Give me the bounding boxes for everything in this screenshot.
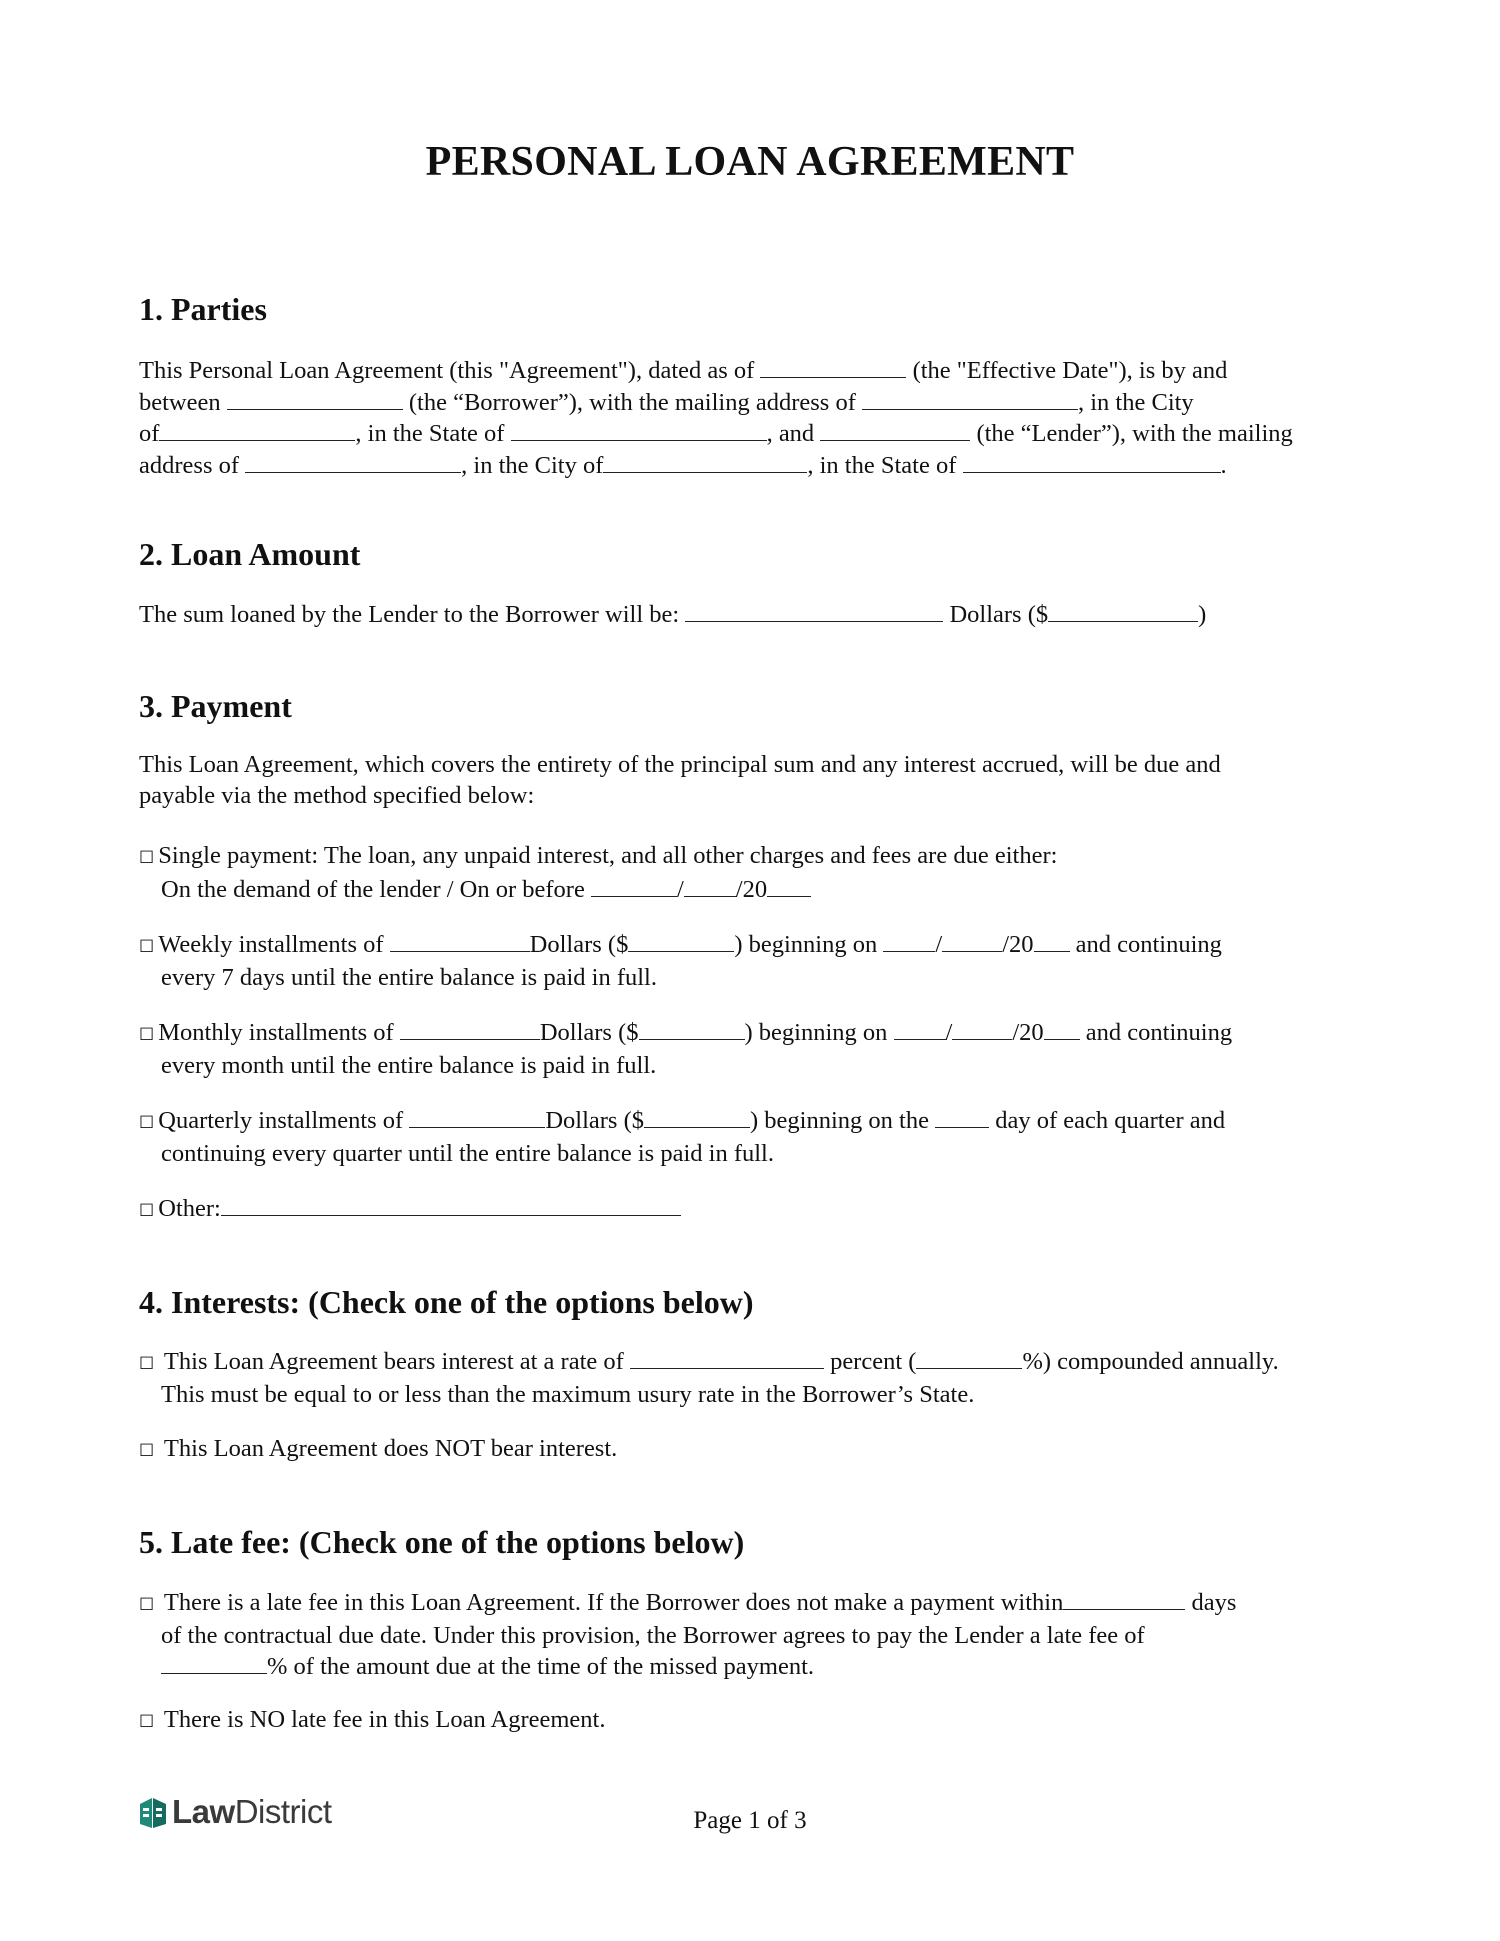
text: and continuing bbox=[1069, 931, 1222, 958]
text: continuing every quarter until the entire balance is paid in full. bbox=[161, 1139, 774, 1167]
due-month-blank[interactable] bbox=[591, 874, 677, 897]
late-fee-days-blank[interactable] bbox=[1063, 1587, 1185, 1610]
text: This Loan Agreement bears interest at a rate of bbox=[158, 1348, 630, 1375]
due-day-blank[interactable] bbox=[684, 874, 736, 897]
quarterly-amount-words-blank[interactable] bbox=[409, 1105, 545, 1128]
text: days bbox=[1185, 1589, 1237, 1616]
weekly-start-month-blank[interactable] bbox=[883, 929, 935, 952]
checkbox-no-interest[interactable]: ☐ bbox=[139, 1441, 155, 1461]
text: , and bbox=[766, 420, 821, 447]
interest-option-none bbox=[139, 1434, 1369, 1467]
parties-paragraph bbox=[139, 355, 1369, 481]
monthly-start-month-blank[interactable] bbox=[894, 1017, 946, 1040]
section-heading-parties: 1. Parties bbox=[139, 291, 267, 327]
text: Other: bbox=[158, 1195, 221, 1222]
text: On the demand of the lender / On or before bbox=[161, 875, 591, 903]
text: and continuing bbox=[1079, 1019, 1233, 1046]
text: /20 bbox=[1002, 931, 1034, 958]
interest-rate-number-blank[interactable] bbox=[916, 1346, 1022, 1369]
text: Single payment: The loan, any unpaid interest, and all other charges and fees are due either: bbox=[158, 842, 1058, 869]
text: of bbox=[139, 420, 160, 447]
weekly-amount-words-blank[interactable] bbox=[390, 929, 530, 952]
logo-text-regular: District bbox=[234, 1793, 332, 1830]
text: This Loan Agreement does NOT bear interest. bbox=[158, 1435, 618, 1462]
interest-rate-words-blank[interactable] bbox=[630, 1346, 824, 1369]
monthly-amount-words-blank[interactable] bbox=[400, 1017, 540, 1040]
text: , in the City bbox=[1077, 388, 1194, 416]
checkbox-other[interactable]: ☐ bbox=[139, 1201, 155, 1221]
text: Dollars ($ bbox=[545, 1107, 644, 1134]
text: (the “Lender”), with the mailing bbox=[970, 420, 1293, 447]
checkbox-interest-rate[interactable]: ☐ bbox=[139, 1354, 155, 1374]
text: There is NO late fee in this Loan Agreement. bbox=[158, 1706, 606, 1733]
text: (the "Effective Date"), is by and bbox=[906, 357, 1228, 384]
text: %) compounded annually. bbox=[1022, 1348, 1279, 1375]
monthly-start-year-blank[interactable] bbox=[1044, 1017, 1080, 1040]
lender-address-blank[interactable] bbox=[245, 450, 461, 473]
text: , in the State of bbox=[355, 420, 511, 447]
text: This must be equal to or less than the maximum usury rate in the Borrower’s State. bbox=[161, 1380, 975, 1408]
section-heading-late-fee: 5. Late fee: (Check one of the options below) bbox=[139, 1524, 745, 1560]
interest-option-rate bbox=[139, 1346, 1369, 1410]
loan-amount-number-blank[interactable] bbox=[1048, 599, 1198, 622]
lender-state-blank[interactable] bbox=[963, 450, 1221, 473]
text: / bbox=[945, 1019, 953, 1046]
checkbox-weekly[interactable]: ☐ bbox=[139, 937, 155, 957]
lender-city-blank[interactable] bbox=[603, 450, 807, 473]
text: day of each quarter and bbox=[989, 1107, 1226, 1134]
text: (the “Borrower”), with the mailing address of bbox=[402, 388, 862, 416]
payment-option-monthly bbox=[139, 1017, 1369, 1081]
page-number: Page 1 of 3 bbox=[693, 1807, 807, 1834]
text: This Personal Loan Agreement (this "Agreement"), dated as of bbox=[139, 357, 761, 384]
payment-option-single bbox=[139, 841, 1369, 905]
checkbox-monthly[interactable]: ☐ bbox=[139, 1025, 155, 1045]
monthly-start-day-blank[interactable] bbox=[952, 1017, 1012, 1040]
weekly-start-day-blank[interactable] bbox=[942, 929, 1002, 952]
borrower-address-blank[interactable] bbox=[862, 387, 1078, 410]
text: Quarterly installments of bbox=[158, 1107, 410, 1134]
text: / bbox=[676, 875, 684, 903]
text: The sum loaned by the Lender to the Borrower will be: bbox=[139, 601, 686, 628]
text: , in the State of bbox=[807, 451, 963, 479]
text: % of the amount due at the time of the missed payment. bbox=[267, 1653, 815, 1680]
borrower-state-blank[interactable] bbox=[511, 418, 767, 441]
borrower-city-blank[interactable] bbox=[159, 418, 355, 441]
due-year-blank[interactable] bbox=[767, 874, 811, 897]
text: address of bbox=[139, 451, 246, 479]
checkbox-single-payment[interactable]: ☐ bbox=[139, 848, 155, 868]
section-heading-interests: 4. Interests: (Check one of the options below) bbox=[139, 1284, 754, 1320]
payment-intro bbox=[139, 750, 1369, 811]
checkbox-no-late-fee[interactable]: ☐ bbox=[139, 1712, 155, 1732]
text: Dollars ($ bbox=[529, 931, 629, 958]
borrower-name-blank[interactable] bbox=[227, 387, 403, 410]
loan-amount-words-blank[interactable] bbox=[685, 599, 943, 622]
text: Dollars ($ bbox=[943, 601, 1049, 628]
effective-date-blank[interactable] bbox=[760, 355, 906, 378]
text: every month until the entire balance is paid in full. bbox=[161, 1051, 657, 1079]
weekly-start-year-blank[interactable] bbox=[1034, 929, 1070, 952]
checkbox-late-fee[interactable]: ☐ bbox=[139, 1595, 155, 1615]
text: ) beginning on bbox=[744, 1019, 894, 1046]
monthly-amount-number-blank[interactable] bbox=[639, 1017, 745, 1040]
text: /20 bbox=[735, 875, 768, 903]
payment-option-other bbox=[139, 1193, 1369, 1227]
text: /20 bbox=[1012, 1019, 1044, 1046]
late-fee-percent-blank[interactable] bbox=[161, 1651, 267, 1674]
text: ) beginning on bbox=[734, 931, 884, 958]
lender-name-blank[interactable] bbox=[820, 418, 970, 441]
other-method-blank[interactable] bbox=[221, 1193, 681, 1216]
weekly-amount-number-blank[interactable] bbox=[628, 929, 734, 952]
text: Monthly installments of bbox=[158, 1019, 400, 1046]
document-title: PERSONAL LOAN AGREEMENT bbox=[425, 139, 1075, 185]
text: / bbox=[935, 931, 943, 958]
text: , in the City of bbox=[461, 451, 604, 479]
text: percent ( bbox=[823, 1348, 917, 1375]
checkbox-quarterly[interactable]: ☐ bbox=[139, 1113, 155, 1133]
text: every 7 days until the entire balance is paid in full. bbox=[161, 963, 657, 991]
late-fee-option-yes bbox=[139, 1587, 1369, 1683]
text: of the contractual due date. Under this provision, the Borrower agrees to pay the Lender a late fee of bbox=[161, 1621, 1145, 1649]
text: This Loan Agreement, which covers the entirety of the principal sum and any interest accrued, will be due and bbox=[139, 751, 1221, 778]
text: payable via the method specified below: bbox=[139, 781, 535, 809]
text: ) bbox=[1198, 601, 1207, 628]
section-heading-payment: 3. Payment bbox=[139, 688, 292, 724]
late-fee-option-no bbox=[139, 1705, 1369, 1738]
text: There is a late fee in this Loan Agreement. If the Borrower does not make a payment within bbox=[158, 1589, 1064, 1616]
quarterly-day-blank[interactable] bbox=[935, 1105, 989, 1128]
payment-option-weekly bbox=[139, 929, 1369, 993]
text: between bbox=[139, 388, 227, 416]
text: . bbox=[1220, 451, 1227, 479]
text: Dollars ($ bbox=[539, 1019, 639, 1046]
loan-amount-paragraph bbox=[139, 599, 1369, 631]
quarterly-amount-number-blank[interactable] bbox=[644, 1105, 750, 1128]
payment-option-quarterly bbox=[139, 1105, 1369, 1169]
logo-text-bold: Law bbox=[172, 1793, 235, 1830]
text: Weekly installments of bbox=[158, 931, 390, 958]
section-heading-loan-amount: 2. Loan Amount bbox=[139, 536, 361, 572]
text: ) beginning on the bbox=[750, 1107, 936, 1134]
